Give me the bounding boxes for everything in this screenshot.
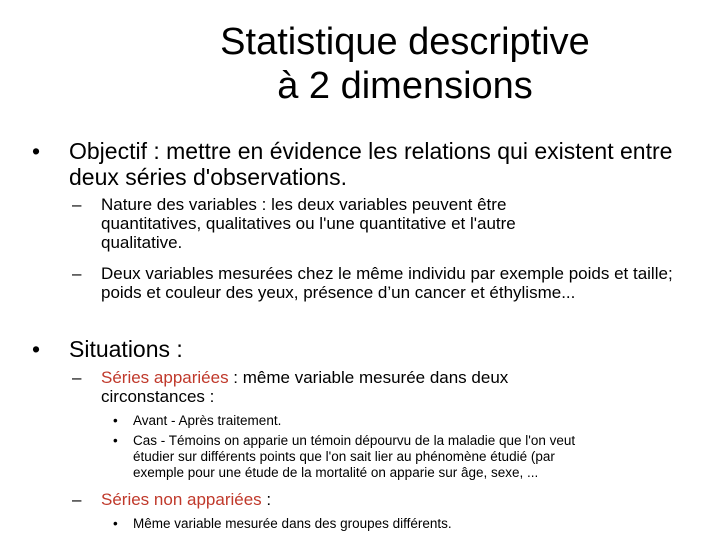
bullet-mark: • (113, 516, 118, 531)
item-avant-apres (0, 413, 590, 429)
sub-bullet-nature-text: Nature des variables : les deux variables peuvent être quantitatives, qualitatives ou l'une quantitative et l'autre qualitative. (101, 195, 516, 252)
series-non-appariees-highlight: Séries non appariées (101, 490, 262, 509)
item-meme-variable-text: Même variable mesurée dans des groupes différents. (133, 516, 452, 531)
dash-mark: – (72, 368, 82, 387)
sub-bullet-series-appariees (0, 368, 560, 406)
bullet-mark: • (32, 336, 41, 362)
bullet-situations-text: Situations : (69, 336, 183, 362)
dash-mark: – (72, 195, 82, 214)
bullet-mark: • (32, 138, 41, 164)
slide-title-line-2: à 2 dimensions (277, 65, 533, 107)
sub-bullet-exemples-text: Deux variables mesurées chez le même individu par exemple poids et taille; poids et couleur des yeux, présence d’un cancer et éthylisme... (101, 264, 673, 302)
dash-mark: – (72, 490, 82, 509)
sub-bullet-exemples (0, 264, 700, 302)
series-appariees-highlight: Séries appariées (101, 368, 229, 387)
bullet-mark: • (113, 413, 118, 428)
slide-title-line-1: Statistique descriptive (220, 21, 590, 63)
sub-bullet-series-non-appariees-text (101, 490, 560, 509)
bullet-objectif-text: Objectif : mettre en évidence les relations qui existent entre deux séries d'observations. (69, 138, 673, 190)
bullet-situations (0, 336, 690, 362)
dash-mark: – (72, 264, 82, 283)
item-avant-apres-text: Avant - Après traitement. (133, 413, 282, 428)
sub-bullet-series-appariees-text (101, 368, 560, 406)
item-cas-temoins (0, 433, 590, 481)
bullet-mark: • (113, 433, 118, 448)
series-appariees-rest: : même variable mesurée dans deux circonstances : (101, 368, 509, 406)
sub-bullet-nature (0, 195, 600, 252)
series-non-appariees-rest: : (261, 490, 272, 509)
item-meme-variable (0, 516, 590, 532)
slide-title (140, 20, 670, 108)
item-cas-temoins-text: Cas - Témoins on apparie un témoin dépourvu de la maladie que l'on veut étudier sur différents points que l'on sait lier au phénomène étudié (par exemple pour une étude de la mortalité on apparie sur âge, sexe, ... (133, 433, 576, 480)
sub-bullet-series-non-appariees (0, 490, 560, 509)
bullet-objectif (0, 138, 690, 190)
